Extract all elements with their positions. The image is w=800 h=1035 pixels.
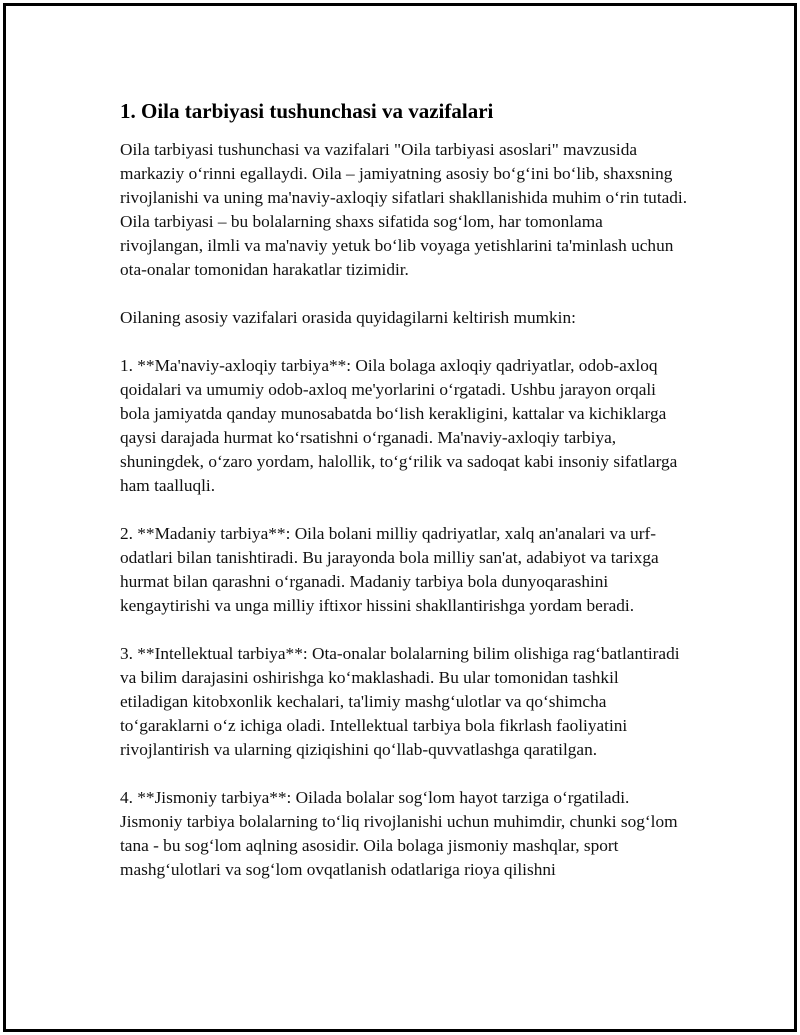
paragraph-item-3: 3. **Intellektual tarbiya**: Ota-onalar bolalarning bilim olishiga rag‘batlantiradi va bilim darajasini oshirishga ko‘maklashadi. Bu ular tomonidan tashkil etiladigan kitobxonlik kechalari, ta'limiy mashg‘ulotlar va qo‘shimcha to‘garaklarni o‘z ichiga oladi. Intellektual tarbiya bola fikrlash faoliyatini rivojlantirish va ularning qiziqishini qo‘llab-quvvatlashga qaratilgan. <box>120 644 680 759</box>
section-heading: 1. Oila tarbiyasi tushunchasi va vazifalari <box>120 99 494 123</box>
document-page <box>3 3 797 1032</box>
paragraph-list-intro: Oilaning asosiy vazifalari orasida quyidagilarni keltirish mumkin: <box>120 308 576 327</box>
paragraph-item-4: 4. **Jismoniy tarbiya**: Oilada bolalar sog‘lom hayot tarziga o‘rgatiladi. Jismoniy tarbiya bolalarning to‘liq rivojlanishi uchun muhimdir, chunki sog‘lom tana - bu sog‘lom aqlning asosidir. Oila bolaga jismoniy mashqlar, sport mashg‘ulotlari va sog‘lom ovqatlanish odatlariga rioya qilishni <box>120 788 678 879</box>
paragraph-item-2: 2. **Madaniy tarbiya**: Oila bolani milliy qadriyatlar, xalq an'analari va urf-odatlari bilan tanishtiradi. Bu jarayonda bola milliy san'at, adabiyot va tarixga hurmat bilan qarashni o‘rganadi. Madaniy tarbiya bola dunyoqarashini kengaytirishi va unga milliy iftixor hissini shakllantirishga yordam beradi. <box>120 524 659 615</box>
document-body <box>120 98 690 906</box>
paragraph-intro: Oila tarbiyasi tushunchasi va vazifalari "Oila tarbiyasi asoslari" mavzusida markaziy o‘rinni egallaydi. Oila – jamiyatning asosiy bo‘g‘ini bo‘lib, shaxsning rivojlanishi va uning ma'naviy-axloqiy sifatlari shakllanishida muhim o‘rin tutadi. Oila tarbiyasi – bu bolalarning shaxs sifatida sog‘lom, har tomonlama rivojlangan, ilmli va ma'naviy yetuk bo‘lib voyaga yetishlarini ta'minlash uchun ota-onalar tomonidan harakatlar tizimidir. <box>120 140 688 279</box>
paragraph-item-1: 1. **Ma'naviy-axloqiy tarbiya**: Oila bolaga axloqiy qadriyatlar, odob-axloq qoidalari va umumiy odob-axloq me'yorlarini o‘rgatadi. Ushbu jarayon orqali bola jamiyatda qanday munosabatda bo‘lish kerakligini, kattalar va kichiklarga qaysi darajada hurmat ko‘rsatishni o‘rganadi. Ma'naviy-axloqiy tarbiya, shuningdek, o‘zaro yordam, halollik, to‘g‘rilik va sadoqat kabi insoniy sifatlarga ham taalluqli. <box>120 356 678 495</box>
